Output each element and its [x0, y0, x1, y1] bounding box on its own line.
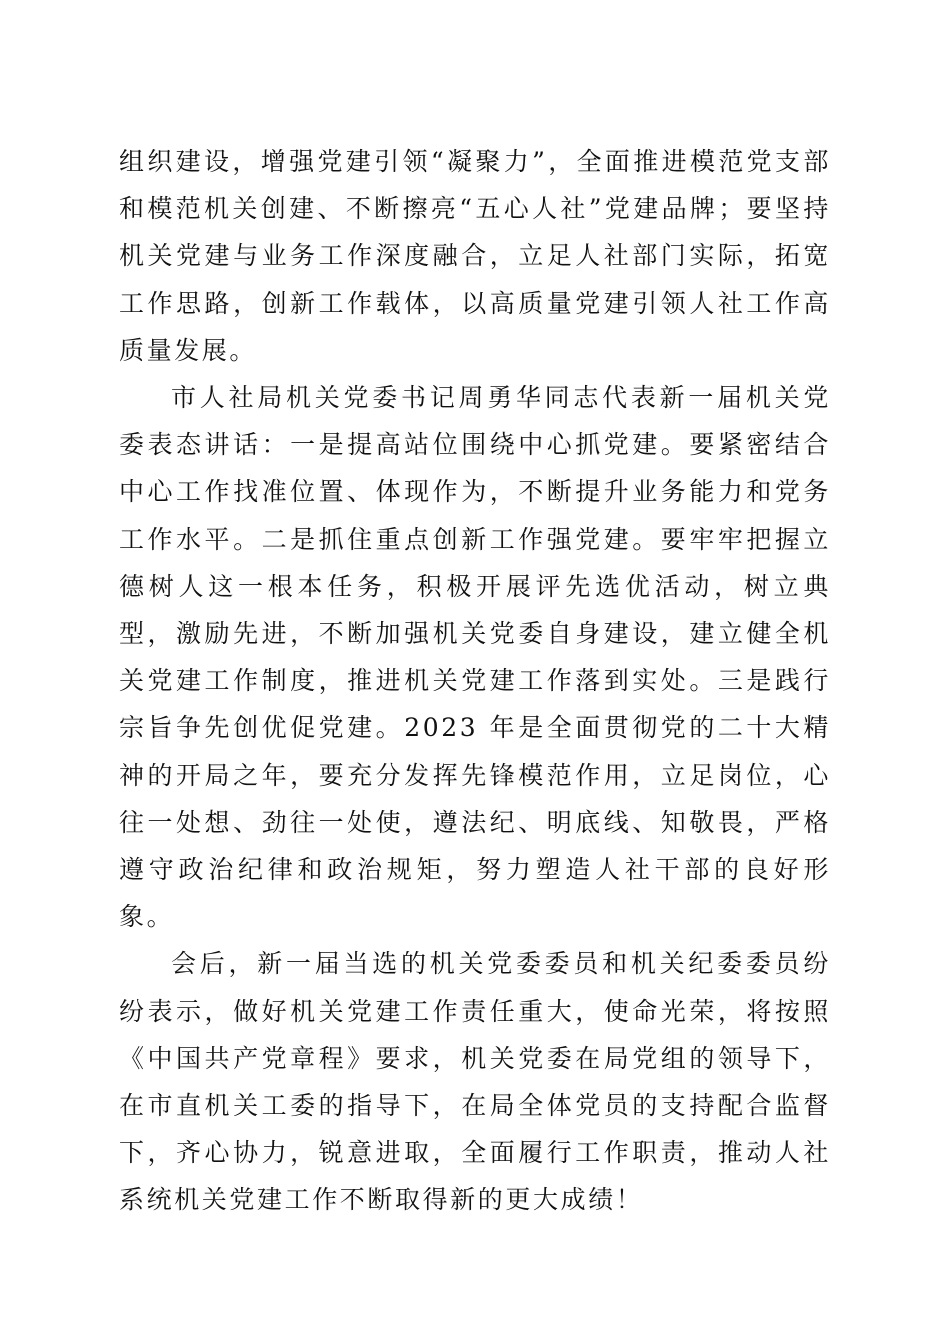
paragraph-closing: 会后，新一届当选的机关党委委员和机关纪委委员纷纷表示，做好机关党建工作责任重大，使命光荣，将按照《中国共产党章程》要求，机关党委在局党组的领导下，在市直机关工委的指导下，在局全体党员的支持配合监督下，齐心协力，锐意进取，全面履行工作职责，推动人社系统机关党建工作不断取得新的更大成绩！	[119, 949, 831, 1215]
body-text	[119, 138, 831, 1224]
paragraph-continuation: 组织建设，增强党建引领“凝聚力”，全面推进模范党支部和模范机关创建、不断擦亮“五心人社”党建品牌；要坚持机关党建与业务工作深度融合，立足人社部门实际，拓宽工作思路，创新工作载体，以高质量党建引领人社工作高质量发展。	[119, 147, 831, 365]
paragraph-secretary-speech: 市人社局机关党委书记周勇华同志代表新一届机关党委表态讲话：一是提高站位围绕中心抓党建。要紧密结合中心工作找准位置、体现作为，不断提升业务能力和党务工作水平。二是抓住重点创新工作强党建。要牢牢把握立德树人这一根本任务，积极开展评先选优活动，树立典型，激励先进，不断加强机关党委自身建设，建立健全机关党建工作制度，推进机关党建工作落到实处。三是践行宗旨争先创优促党建。2023 年是全面贯彻党的二十大精神的开局之年，要充分发挥先锋模范作用，立足岗位，心往一处想、劲往一处使，遵法纪、明底线、知敬畏，严格遵守政治纪律和政治规矩，努力塑造人社干部的良好形象。	[119, 383, 831, 932]
